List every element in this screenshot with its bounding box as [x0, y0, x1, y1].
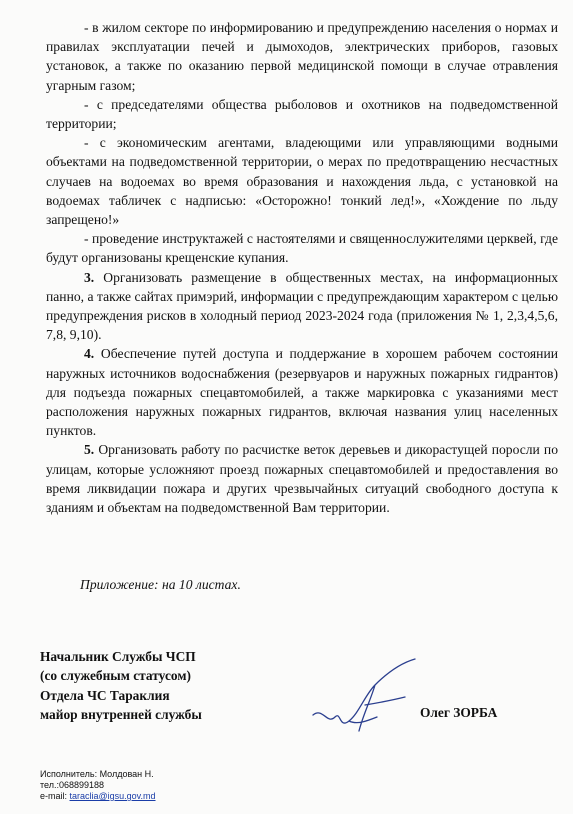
executor-name: Исполнитель: Молдован Н. — [40, 769, 154, 779]
document-footer — [40, 769, 156, 802]
item-number: 4. — [84, 346, 95, 362]
paragraph-fishermen: - с председателями общества рыболовов и охотников на подведомственной территории; — [46, 96, 558, 132]
signer-title-line3: Отдела ЧС Тараклия — [40, 687, 170, 703]
paragraph-church-briefing: - проведение инструктажей с настоятелями и священнослужителями церквей, где будут организованы крещенские купания. — [46, 231, 558, 266]
paragraph-water-objects: - с экономическим агентами, владеющими или управляющими водными объектами на подведомственной территории, о мерах по предотвращению несчастных случаев на водоемах во время образования и нахождения льда, с установкой на водоемах табличек с надписью: «Осторожно! тонкий лед!», «Хождение по льду запрещено!» — [46, 135, 558, 228]
email-label: e-mail: — [40, 791, 70, 801]
item-text: Организовать работу по расчистке веток деревьев и дикорастущей поросли по улицам, которые усложняют проезд пожарных спецавтомобилей и предоставления во время ликвидации пожара и других чрезвычайных ситуаций свободного доступа к зданиям и объектам на подведомственной Вам территории. — [46, 442, 559, 516]
numbered-item-3 — [46, 268, 558, 345]
item-text: Обеспечение путей доступа и поддержание в хорошем рабочем состоянии наружных источников водоснабжения (резервуаров и наружных пожарных гидрантов) для подъезда пожарных спецавтомобилей, а также маркировка с указаниями мест расположения наружных пожарных гидрантов, включая названия улиц населенных пунктов. — [46, 346, 559, 439]
document-body — [46, 18, 558, 517]
executor-phone: тел.:068899188 — [40, 780, 105, 790]
executor-email — [40, 791, 156, 802]
item-number: 5. — [84, 442, 95, 458]
numbered-item-4 — [46, 344, 558, 440]
paragraph-residential: - в жилом секторе по информированию и предупреждению населения о нормах и правилах эксплуатации печей и дымоходов, электрических приборов, газовых установок, а также по оказанию первой медицинской помощи в случае отравления угарным газом; — [46, 20, 558, 93]
signer-title-line1: Начальник Службы ЧСП — [40, 649, 196, 664]
signer-title-line4: майор внутренней службы — [40, 707, 202, 723]
handwritten-signature — [305, 655, 425, 737]
numbered-item-5 — [46, 440, 558, 517]
item-number: 3. — [84, 269, 95, 285]
attachment-note: Приложение: на 10 листах. — [80, 577, 241, 592]
item-text: Организовать размещение в общественных местах, на информационных панно, а также сайтах примэрий, информации с предупреждающим характером с целью предупреждения рисков в холодный период 2023-2024 года (приложения № 1, 2,3,4,5,6, 7,8, 9,10). — [46, 269, 558, 343]
email-link[interactable]: taraclia@igsu.gov.md — [69, 791, 156, 801]
signer-title-line2: (со служебным статусом) — [40, 668, 191, 684]
signature-block — [40, 647, 202, 725]
signer-name: Олег ЗОРБА — [420, 705, 498, 720]
